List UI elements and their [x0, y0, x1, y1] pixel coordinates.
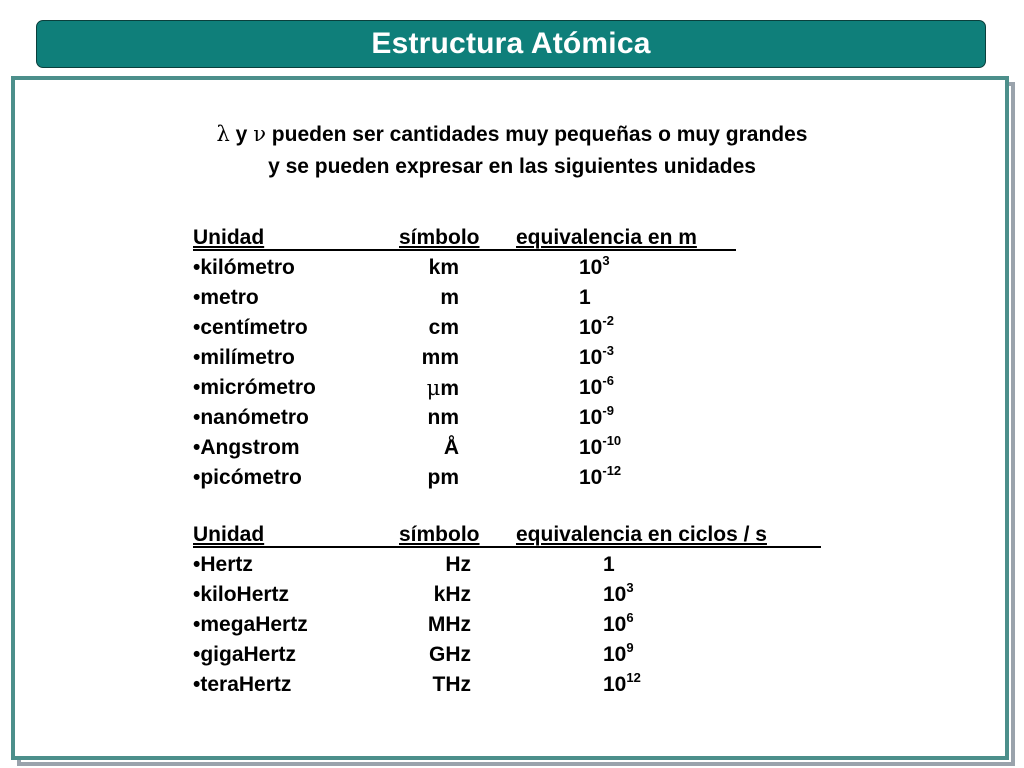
unit-equivalence [579, 313, 614, 343]
table-row [193, 313, 753, 343]
unit-name: •centímetro [193, 316, 308, 339]
intro-text [0, 118, 1024, 183]
header-underline [193, 249, 736, 251]
unit-symbol [429, 640, 471, 670]
equivalence-base: 10 [603, 613, 627, 636]
equivalence-base: 10 [579, 376, 603, 399]
equivalence-exponent: 9 [626, 640, 634, 655]
unit-symbol-text: Hz [445, 553, 471, 576]
unit-symbol-text: mm [421, 346, 459, 369]
table-row [193, 580, 833, 610]
equivalence-exponent: -6 [602, 373, 614, 388]
table-row [193, 670, 833, 700]
equivalence-base: 10 [603, 673, 627, 696]
intro-line-1 [0, 118, 1024, 151]
unit-equivalence [579, 433, 621, 463]
frequency-units-table [193, 520, 833, 700]
unit-equivalence [603, 670, 641, 700]
unit-symbol-text: nm [427, 406, 459, 429]
table-row [193, 403, 753, 433]
unit-symbol-text: Å [443, 436, 459, 459]
nu-symbol: ν [253, 122, 266, 146]
unit-equivalence [603, 640, 634, 670]
header-unit: Unidad [193, 226, 265, 249]
table-row [193, 253, 753, 283]
header-unit: Unidad [193, 523, 265, 546]
equivalence-exponent: -3 [602, 343, 614, 358]
header-symbol: símbolo [399, 226, 480, 249]
unit-equivalence [579, 403, 614, 433]
unit-name: •Hertz [193, 553, 253, 576]
equivalence-base: 10 [579, 316, 603, 339]
unit-symbol [440, 283, 459, 313]
unit-symbol-text: MHz [427, 613, 471, 636]
unit-equivalence [603, 610, 634, 640]
equivalence-exponent: 3 [602, 253, 610, 268]
equivalence-base: 1 [579, 286, 591, 309]
table-row [193, 283, 753, 313]
table-row [193, 373, 753, 403]
unit-symbol-text: m [440, 286, 459, 309]
unit-symbol [433, 670, 472, 700]
equivalence-base: 10 [603, 643, 627, 666]
length-table-header [193, 223, 753, 253]
unit-symbol [434, 580, 471, 610]
lambda-symbol: λ [216, 122, 230, 146]
header-equivalence: equivalencia en ciclos / s [516, 523, 767, 546]
unit-symbol [427, 373, 459, 404]
unit-symbol-text: kHz [433, 583, 471, 606]
unit-symbol [428, 610, 471, 640]
table-row [193, 640, 833, 670]
table-row [193, 343, 753, 373]
unit-symbol [429, 253, 459, 283]
equivalence-base: 10 [579, 466, 603, 489]
unit-equivalence [603, 550, 615, 580]
equivalence-exponent: -10 [602, 433, 622, 448]
length-units-table [193, 223, 753, 493]
equivalence-exponent: -9 [602, 403, 614, 418]
unit-symbol-text: GHz [429, 643, 471, 666]
equivalence-exponent: 12 [626, 670, 641, 685]
equivalence-exponent: 3 [626, 580, 634, 595]
unit-name: •nanómetro [193, 406, 309, 429]
unit-name: •milímetro [193, 346, 295, 369]
equivalence-base: 10 [603, 583, 627, 606]
unit-symbol [428, 463, 460, 493]
unit-name: •picómetro [193, 466, 302, 489]
title-bar [36, 20, 986, 68]
unit-name: •teraHertz [193, 673, 292, 696]
intro-line-2: y se pueden expresar en las siguientes unidades [268, 155, 756, 178]
table-row [193, 463, 753, 493]
unit-symbol [429, 313, 459, 343]
unit-name: •gigaHertz [193, 643, 297, 666]
equivalence-base: 1 [603, 553, 615, 576]
header-equivalence: equivalencia en m [516, 226, 697, 249]
equivalence-base: 10 [579, 346, 603, 369]
equivalence-base: 10 [579, 436, 603, 459]
unit-symbol-text: pm [427, 466, 459, 489]
equivalence-exponent: -2 [602, 313, 614, 328]
frequency-table-header [193, 520, 833, 550]
slide-title: Estructura Atómica [371, 27, 651, 60]
equivalence-base: 10 [579, 256, 603, 279]
table-row [193, 433, 753, 463]
unit-equivalence [579, 343, 614, 373]
unit-equivalence [579, 283, 591, 313]
unit-symbol-text: THz [432, 673, 471, 696]
equivalence-exponent: -12 [602, 463, 622, 478]
unit-symbol [445, 550, 471, 580]
intro-connector: y [229, 123, 254, 146]
unit-equivalence [603, 580, 634, 610]
table-row [193, 550, 833, 580]
unit-equivalence [579, 253, 610, 283]
unit-name: •kiloHertz [193, 583, 290, 606]
header-underline [193, 546, 821, 548]
unit-name: •micrómetro [193, 376, 316, 399]
unit-symbol-text: km [428, 256, 459, 279]
unit-symbol-text: cm [428, 316, 459, 339]
intro-line-1-rest: pueden ser cantidades muy pequeñas o muy grandes [265, 123, 808, 146]
equivalence-exponent: 6 [626, 610, 634, 625]
header-symbol: símbolo [399, 523, 480, 546]
unit-name: •metro [193, 286, 259, 309]
unit-name: •kilómetro [193, 256, 295, 279]
mu-symbol: μ [426, 376, 441, 400]
unit-equivalence [579, 463, 621, 493]
table-row [193, 610, 833, 640]
unit-symbol [444, 433, 459, 463]
unit-equivalence [579, 373, 614, 403]
unit-symbol-text: m [440, 377, 459, 400]
unit-name: •megaHertz [193, 613, 308, 636]
equivalence-base: 10 [579, 406, 603, 429]
unit-symbol [422, 343, 459, 373]
unit-name: •Angstrom [193, 436, 300, 459]
unit-symbol [428, 403, 460, 433]
